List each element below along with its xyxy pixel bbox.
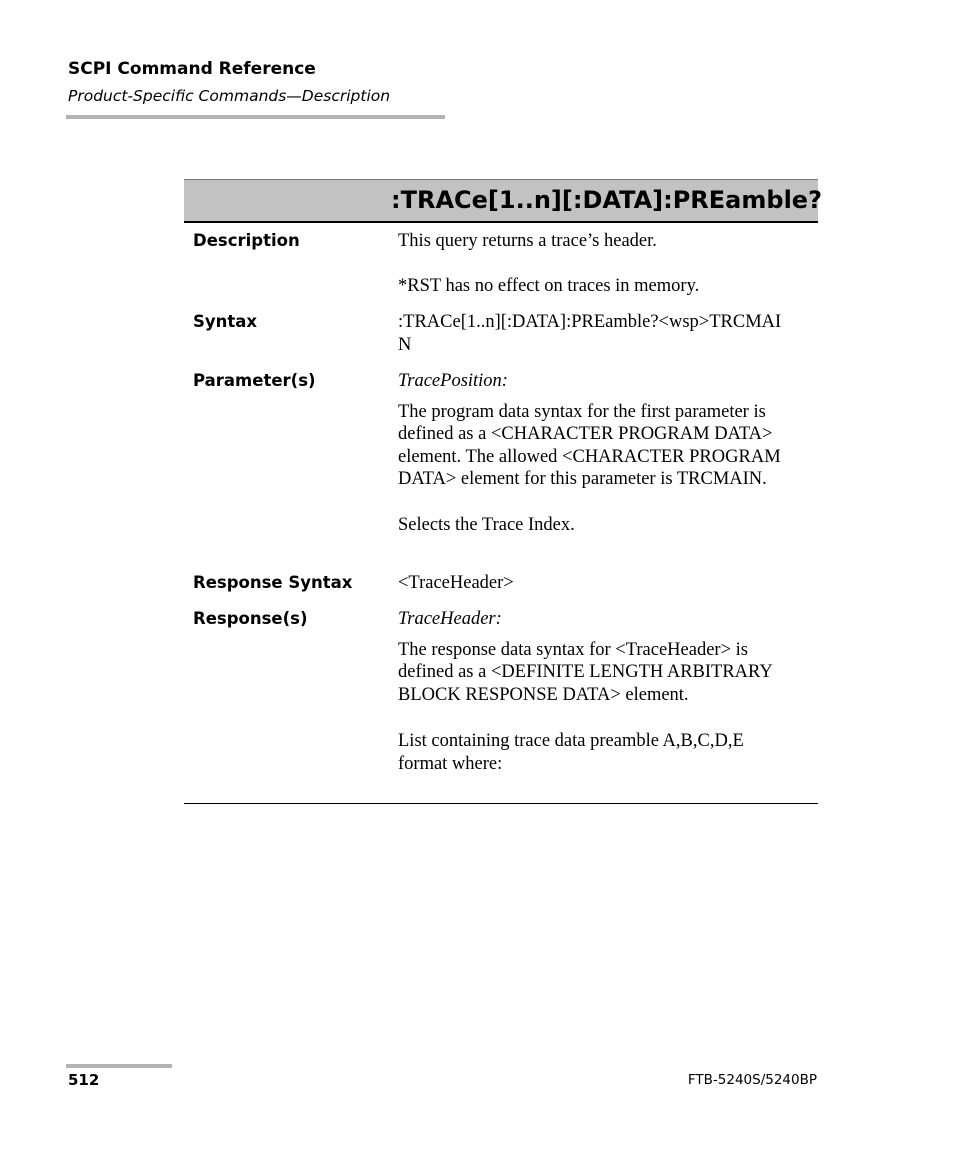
description-value [398, 230, 816, 298]
parameter-description-line: The program data syntax for the first parameter is [398, 401, 766, 422]
response-syntax-value [398, 572, 816, 595]
syntax-line: :TRACe[1..n][:DATA]:PREamble?<wsp>TRCMAI [398, 312, 782, 332]
parameters-label: Parameter(s) [193, 371, 316, 390]
response-description-line: defined as a <DEFINITE LENGTH ARBITRARY [398, 662, 773, 682]
description-line: *RST has no effect on traces in memory. [398, 276, 700, 296]
responses-label: Response(s) [193, 609, 308, 628]
parameter-name: TracePosition: [398, 371, 508, 391]
product-name: FTB-5240S/5240BP [687, 1072, 817, 1088]
running-header [68, 58, 390, 106]
syntax-label: Syntax [193, 312, 258, 331]
response-syntax-label: Response Syntax [193, 573, 353, 592]
page-number: 512 [68, 1071, 100, 1089]
syntax-value [398, 311, 816, 356]
response-description-line: format where: [398, 753, 503, 774]
response-description-line: List containing trace data preamble A,B,C,D,E [398, 731, 744, 751]
command-banner [184, 179, 822, 223]
description-line: This query returns a trace’s header. [398, 231, 657, 251]
header-divider [66, 115, 445, 119]
description-label: Description [193, 231, 300, 250]
responses-value [398, 608, 816, 775]
parameter-description-line: Selects the Trace Index. [398, 514, 575, 535]
parameter-description-line: DATA> element for this parameter is TRCMAIN. [398, 469, 767, 489]
response-name: TraceHeader: [398, 609, 502, 629]
parameters-value [398, 370, 816, 536]
parameter-description-line: defined as a <CHARACTER PROGRAM DATA> [398, 424, 773, 444]
footer-divider [66, 1064, 172, 1068]
response-description-line: BLOCK RESPONSE DATA> element. [398, 684, 689, 705]
command-title: :TRACe[1..n][:DATA]:PREamble? [391, 186, 822, 214]
syntax-line: N [398, 334, 412, 355]
response-description-line: The response data syntax for <TraceHeader> is [398, 639, 748, 660]
response-syntax-line: <TraceHeader> [398, 573, 514, 593]
section-subtitle: Product-Specific Commands—Description [68, 87, 391, 105]
table-bottom-rule [184, 803, 818, 804]
parameter-description-line: element. The allowed <CHARACTER PROGRAM [398, 446, 781, 467]
section-title: SCPI Command Reference [68, 59, 316, 79]
